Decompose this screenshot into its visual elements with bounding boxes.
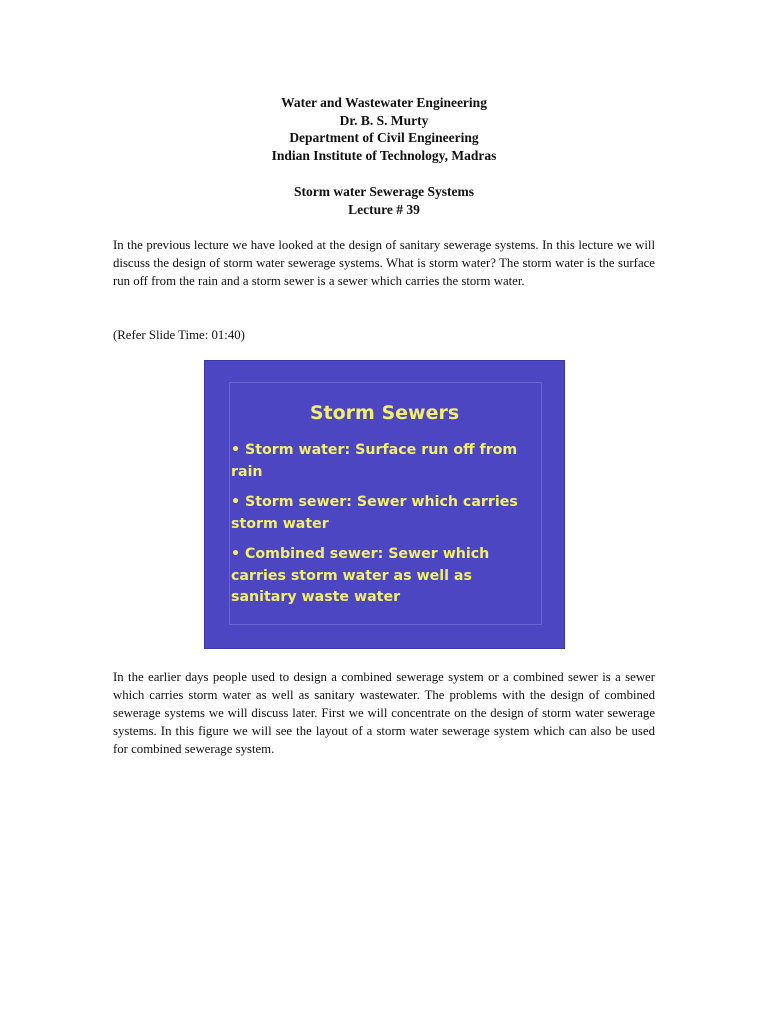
instructor-name: Dr. B. S. Murty	[339, 112, 429, 128]
slide-bullet: • Storm water: Surface run off from rain	[231, 442, 518, 480]
department-name: Department of Civil Engineering	[289, 130, 479, 146]
lecture-slide-image	[204, 360, 565, 649]
slide-bullet: • Storm sewer: Sewer which carries storm water	[231, 494, 518, 532]
course-title: Water and Wastewater Engineering	[281, 95, 487, 110]
lecture-topic: Storm water Sewerage Systems	[293, 184, 475, 199]
refer-slide-time: (Refer Slide Time: 01:40)	[113, 328, 245, 342]
slide-title: Storm Sewers	[309, 402, 460, 424]
slide-bullet: • Combined sewer: Sewer which carries storm water as well as sanitary waste water	[231, 546, 490, 605]
slide-bullet-list	[231, 440, 541, 618]
lecture-heading	[0, 183, 768, 218]
body-paragraph: In the earlier days people used to design a combined sewerage system or a combined sewer is a sewer which carries storm water as well as sanitary wastewater. The problems with the design of combined sewerage systems we will discuss later. First we will concentrate on the design of storm water sewerage systems. In this figure we will see the layout of a storm water sewerage system which can also be used for combined sewerage system.	[113, 670, 655, 756]
institute-name: Indian Institute of Technology, Madras	[271, 147, 497, 163]
lecture-number: Lecture # 39	[348, 201, 420, 217]
intro-paragraph: In the previous lecture we have looked at the design of sanitary sewerage systems. In this lecture we will discuss the design of storm water sewerage systems. What is storm water? The storm water is the surface run off from the rain and a storm sewer is a sewer which carries the storm water.	[113, 238, 655, 288]
document-header	[0, 94, 768, 164]
